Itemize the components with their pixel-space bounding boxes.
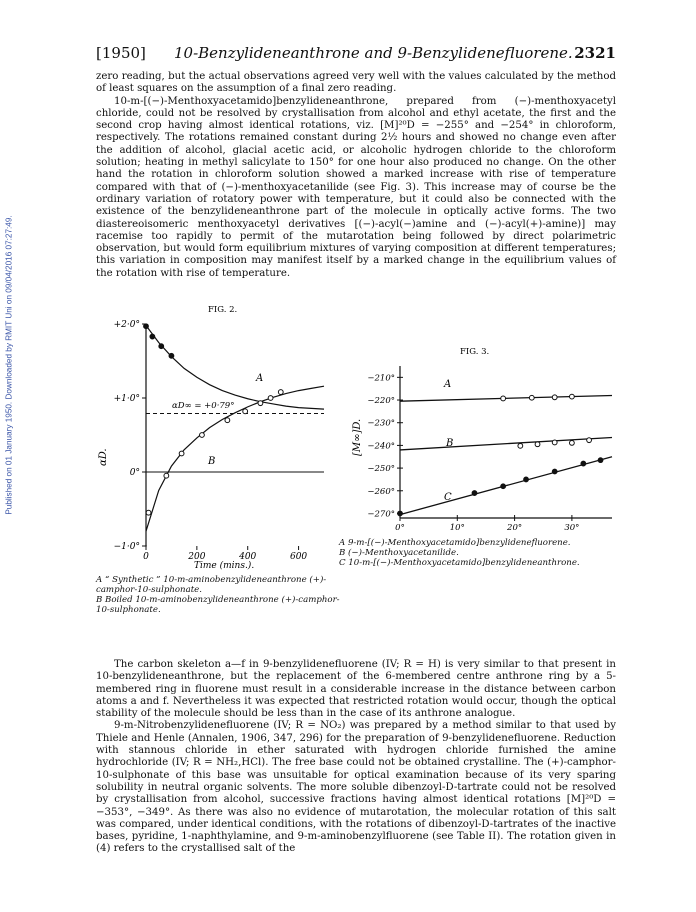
figure-2-point-a [159,344,164,349]
figure-2-x-tick-label: 600 [289,552,308,562]
figure-3-x-tick-label: 30° [564,523,580,533]
figure-3-point-c [552,469,557,474]
page-number: 2321 [574,44,616,62]
figure-3-y-tick-label: −260° [367,486,395,497]
figure-3-y-tick-label: −250° [367,464,395,475]
figure-2-ylabel: αD. [98,448,109,466]
figure-3-point-b [569,441,574,446]
figure-3-y-tick-label: −240° [367,441,395,452]
figure-2-y-tick-label: +2·0° [113,320,140,330]
page-header [96,44,616,64]
figure-3-point-c [472,491,477,496]
figure-2-x-tick-label: 0 [143,552,149,562]
figure-2-y-tick-label: +1·0° [113,394,140,404]
paragraph-1: zero reading, but the actual observations agreed very well with the values calculated by the method of least squares on the assumption of a final zero reading. [96,71,616,95]
figure-3-line-c [400,457,612,515]
figure-2-point-b [225,418,230,423]
figure-3-y-tick-label: −270° [367,509,395,520]
figure-3-x-tick-label: 10° [449,523,465,533]
paragraph-2: 10-m-[(−)-Menthoxyacetamido]benzylideneanthrone, prepared from (−)-menthoxyacetyl chloride, could not be resolved by crystallisation from alcohol and ethyl acetate, the first and the second crop having almost identical rotations, viz. [M]²⁰D = −255° and −254° in chloroform, respectively. The rotations remained constant during 2½ hours and showed no change even after the addition of alcohol, glacial acetic acid, or alcoholic hydrogen chloride to the chloroform solution; heating in methyl salicylate to 150° for one hour also produced no change. On the other hand the rotation in chloroform solution showed a marked increase with rise of temperature compared with that of (−)-menthoxyacetanilide (see Fig. 3). This increase may of course be the ordinary variation of rotatory power with temperature, but it could also be connected with the existence of the benzylideneanthrone part of the molecule in optically active forms. The two diastereoisomeric menthoxyacetyl derivatives [(−)-acyl(−)amine and (−)-acyl(+)-amine)] may racemise too rapidly to permit of the mutarotation being followed by direct polarimetric observation, but would form equilibrium mixtures of varying composition at different temperatures; this variation in composition may manifest itself by a marked change in the equilibrium values of the rotation with rise of temperature. [96,95,616,279]
figure-3-point-b [535,442,540,447]
paragraph-4: 9-m-Nitrobenzylidenefluorene (IV; R = NO₂) was prepared by a method similar to that used by Thiele and Henle (Annalen, 1906, 347, 296) for the preparation of 9-benzylidenefluorene. Reduction with stannous chloride in ether saturated with hydrogen chloride furnished the amine hydrochloride (IV; R = NH₂,HCl). The free base could not be obtained crystalline. The (+)-camphor-10-sulphonate of this base was unsuitable for optical examination because of its very sparing solubility in neutral organic solvents. The more soluble dibenzoyl-D-tartrate could not be resolved by crystallisation from alcohol, successive fractions having almost identical rotations [M]²⁰D = −353°, −349°. As there was also no evidence of mutarotation, the molecular rotation of this salt was compared, under identical conditions, with the rotations of dibenzoyl-D-tartrates of the inactive bases, pyridine, 1-naphthylamine, and 9-m-aminobenzylfluorene (see Table II). The rotation given in (4) refers to the crystallised salt of the [96,720,616,855]
figure-2-point-b [200,433,205,438]
header-title: 10-Benzylideneanthrone and 9-Benzylidenefluorene. [174,44,573,62]
figure-2-chart [96,296,336,571]
figure-3-x-tick-label: 0° [395,523,405,533]
figure-3-point-b [518,443,523,448]
figure-3-curve-b-label: B [446,438,454,449]
figure-2-point-b [268,396,273,401]
figure-2-x-tick-label: 400 [239,552,257,562]
figure-2-dashed-label: αD∞ = +0·79° [172,401,235,411]
figure-3-point-c [501,484,506,489]
figure-2-curve-b-label: B [208,456,216,467]
figure-2-y-tick-label: −1·0° [113,542,140,552]
figure-2-point-b [146,510,151,515]
figure-3-point-a [501,396,506,401]
body-text-top [96,71,616,280]
sidebar-watermark [2,170,16,560]
header-year: [1950] [96,44,146,62]
figure-3-curve-c-label: C [444,492,452,503]
figure-3-point-a [569,394,574,399]
figure-3-chart [340,338,620,538]
figure-3-caption-a: A 9-m-[(−)-Menthoxyacetamido]benzylidenefluorene. [339,538,571,548]
figure-3-label: FIG. 3. [460,347,490,357]
figure-3-point-a [529,395,534,400]
figure-3-point-c [398,511,403,516]
figure-2-point-a [144,324,149,329]
figure-2-marks [144,324,324,531]
figure-2-curve-a-label: A [256,373,264,384]
figure-3-caption-b: B (−)-Menthoxyacetanilide. [339,548,459,558]
figure-3-caption [339,538,624,568]
figure-3-point-b [552,440,557,445]
figure-3-point-c [524,477,529,482]
figure-3-curve-a-label: A [444,379,452,390]
figure-3-caption-c: C 10-m-[(−)-Menthoxyacetamido]benzylideneanthrone. [339,558,580,568]
figure-3-point-c [598,458,603,463]
figure-2-point-b [258,401,263,406]
body-text-bottom [96,659,616,856]
figure-2-y-tick-label: 0° [129,468,140,478]
figure-2-caption-a: A “ Synthetic ” 10-m-aminobenzylideneanthrone (+)-camphor-10-sulphonate. [96,575,327,595]
figure-3-point-c [581,461,586,466]
figure-2-axes [114,320,324,562]
figure-3-line-b [400,437,612,449]
figure-3-point-b [587,438,592,443]
figure-2-curve-a [146,325,324,409]
figure-3-y-tick-label: −220° [367,396,395,407]
figure-2-point-a [169,353,174,358]
figure-2-label: FIG. 2. [208,305,238,315]
figure-3-ylabel: [M∞]D. [352,418,363,456]
figure-2-caption-b: B Boiled 10-m-aminobenzylideneanthrone (+)-camphor-10-sulphonate. [96,595,340,615]
figure-2-point-b [179,451,184,456]
figure-3-x-tick-label: 20° [507,523,523,533]
figure-3-point-a [552,395,557,400]
figure-2-point-a [150,334,155,339]
figure-2-point-b [164,473,169,478]
figure-2-point-b [278,390,283,395]
download-stamp: Published on 01 January 1950. Downloaded by RMIT Uni on 09/04/2016 07:27:49. [4,215,14,515]
figure-2-point-b [243,409,248,414]
figure-2-caption [96,575,346,615]
figure-3-y-tick-label: −210° [367,373,395,384]
paragraph-3: The carbon skeleton a—f in 9-benzylidenefluorene (IV; R = H) is very similar to that present in 10-benzylideneanthrone, but the replacement of the 6-membered centre anthrone ring by a 5-membered ring in fluorene must result in a considerable increase in the distance between carbon atoms a and f. Nevertheless it was expected that restricted rotation would occur, though the optical stability of the molecule should be less than in the case of its anthrone analogue. [96,659,616,720]
figure-2-xlabel: Time (mins.). [194,561,255,571]
figure-3-marks [398,394,612,516]
figure-3-y-tick-label: −230° [367,418,395,429]
figure-2-x-tick-label: 200 [188,552,206,562]
